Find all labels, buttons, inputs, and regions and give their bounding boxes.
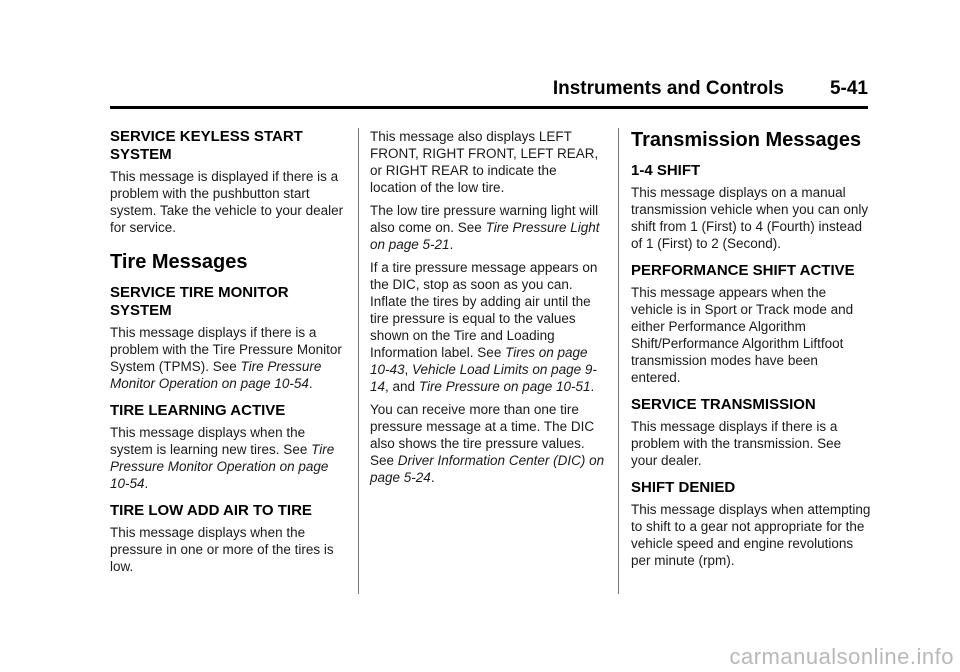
column-left [110, 128, 350, 581]
heading-tire-messages: Tire Messages [110, 251, 248, 273]
paragraph-service-transmission: This message displays if there is a problem with the transmission. See your dealer. [631, 419, 842, 468]
heading-tire-low: TIRE LOW ADD AIR TO TIRE [110, 502, 312, 519]
heading-transmission-messages: Transmission Messages [631, 129, 862, 151]
column-right [631, 128, 871, 575]
cross-reference: Tire Pressure Monitor Operation on page 10-54 [110, 442, 335, 491]
cross-reference: Driver Information Center (DIC) on page 5-24 [370, 453, 605, 485]
cross-reference: Tire Pressure on page 10-51 [418, 379, 591, 394]
paragraph-learning: This message displays when the system is learning new tires. See Tire Pressure Monitor Operation on page 10-54. [110, 425, 335, 491]
paragraph-multiple: You can receive more than one tire pressure message at a time. The DIC also shows the tire pressure values. See Driver Information Center (DIC) on page 5-24. [370, 402, 605, 485]
heading-shift-denied: SHIFT DENIED [631, 479, 736, 496]
paragraph-warning-light: The low tire pressure warning light will also come on. See Tire Pressure Light on page 5-21. [370, 203, 600, 252]
heading-service-keyless-start: SERVICE KEYLESS START SYSTEM [110, 128, 303, 163]
paragraph-performance-shift: This message appears when the vehicle is in Sport or Track mode and either Performance Algorithm Shift/Performance Algorithm Liftfoot transmission modes have been entered. [631, 285, 854, 385]
heading-performance-shift: PERFORMANCE SHIFT ACTIVE [631, 262, 855, 279]
column-divider [618, 128, 619, 594]
paragraph-keyless: This message is displayed if there is a problem with the pushbutton start system. Take the vehicle to your dealer for service. [110, 169, 344, 235]
paragraph-location: This message also displays LEFT FRONT, RIGHT FRONT, LEFT REAR, or RIGHT REAR to indicate the location of the low tire. [370, 129, 599, 195]
heading-tire-learning: TIRE LEARNING ACTIVE [110, 402, 286, 419]
column-middle [370, 128, 606, 492]
page-number: 5-41 [829, 78, 868, 99]
paragraph-inflate: If a tire pressure message appears on the DIC, stop as soon as you can. Inflate the tires by adding air until the tire pressure is equal to the values shown on the Tire and Loading Information label. See Tires on page 10-43, Vehicle Load Limits on page 9-14, and Tire Pressure on page 10-51. [370, 260, 598, 394]
heading-service-transmission: SERVICE TRANSMISSION [631, 396, 816, 413]
page-header [110, 72, 868, 109]
paragraph-shift-denied: This message displays when attempting to shift to a gear not appropriate for the vehicle speed and engine revolutions per minute (rpm). [631, 502, 871, 568]
paragraph-lowair: This message displays when the pressure in one or more of the tires is low. [110, 525, 334, 574]
watermark: carmanualsonline.info [729, 644, 954, 669]
heading-service-tire-monitor: SERVICE TIRE MONITOR SYSTEM [110, 284, 289, 319]
column-divider [358, 128, 359, 594]
paragraph-1-4-shift: This message displays on a manual transmission vehicle when you can only shift from 1 (First) to 4 (Fourth) instead of 1 (First) to 2 (Second). [631, 185, 869, 251]
cross-reference: Tire Pressure Monitor Operation on page 10-54 [110, 359, 322, 391]
section-title: Instruments and Controls [552, 78, 784, 99]
cross-reference: Tires on page 10-43 [370, 345, 588, 377]
heading-1-4-shift: 1-4 SHIFT [631, 162, 701, 179]
paragraph-tpms: This message displays if there is a problem with the Tire Pressure Monitor System (TPMS). See Tire Pressure Monitor Operation on page 10-54. [110, 325, 342, 391]
cross-reference: Tire Pressure Light on page 5-21 [370, 220, 600, 252]
cross-reference: Vehicle Load Limits on page 9-14 [370, 362, 597, 394]
